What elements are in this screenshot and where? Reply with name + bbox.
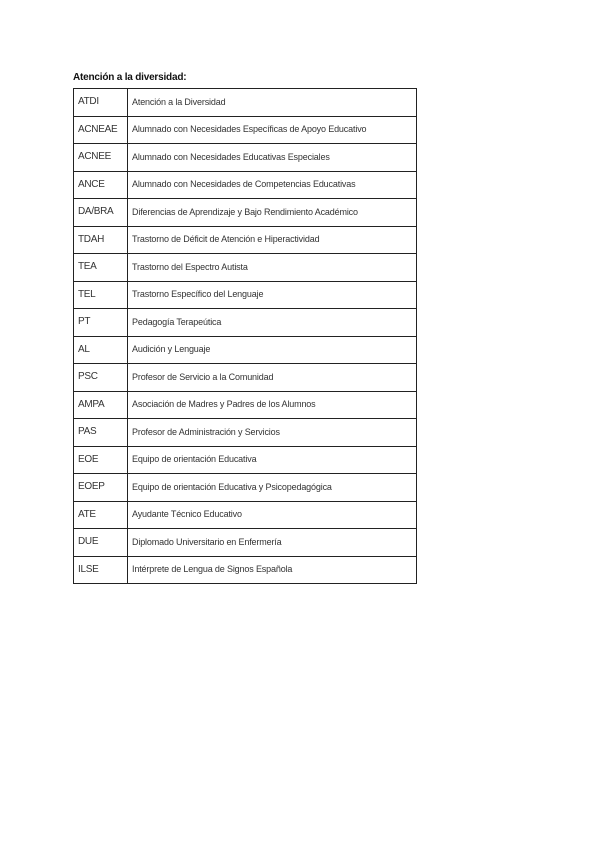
meaning-cell: Atención a la Diversidad [128,89,417,117]
meaning-cell: Audición y Lenguaje [128,336,417,364]
table-row [74,226,417,254]
meaning-cell: Equipo de orientación Educativa y Psicopedagógica [128,474,417,502]
page-title: Atención a la diversidad: [73,72,187,83]
meaning-cell: Diferencias de Aprendizaje y Bajo Rendimiento Académico [128,199,417,227]
abbreviation-cell: PSC [74,364,128,392]
table-row [74,529,417,557]
table-row [74,309,417,337]
table-row [74,144,417,172]
table-row [74,336,417,364]
abbreviations-table [73,88,417,584]
abbreviation-cell: ACNEAE [74,116,128,144]
abbreviation-cell: PT [74,309,128,337]
abbreviation-cell: ILSE [74,556,128,584]
meaning-cell: Equipo de orientación Educativa [128,446,417,474]
meaning-cell: Alumnado con Necesidades de Competencias Educativas [128,171,417,199]
table-row [74,391,417,419]
table-row [74,501,417,529]
table-row [74,171,417,199]
table-row [74,199,417,227]
meaning-cell: Diplomado Universitario en Enfermería [128,529,417,557]
meaning-cell: Trastorno de Déficit de Atención e Hiperactividad [128,226,417,254]
table-row [74,474,417,502]
meaning-cell: Intérprete de Lengua de Signos Española [128,556,417,584]
abbreviation-cell: DA/BRA [74,199,128,227]
meaning-cell: Trastorno del Espectro Autista [128,254,417,282]
abbreviation-cell: TEL [74,281,128,309]
table-row [74,116,417,144]
abbreviation-cell: ATDI [74,89,128,117]
abbreviation-cell: TDAH [74,226,128,254]
table-row [74,281,417,309]
table-row [74,254,417,282]
abbreviation-cell: ATE [74,501,128,529]
table-row [74,419,417,447]
meaning-cell: Alumnado con Necesidades Específicas de Apoyo Educativo [128,116,417,144]
meaning-cell: Alumnado con Necesidades Educativas Especiales [128,144,417,172]
table-row [74,556,417,584]
abbreviation-cell: EOE [74,446,128,474]
abbreviation-cell: PAS [74,419,128,447]
meaning-cell: Trastorno Específico del Lenguaje [128,281,417,309]
table-row [74,446,417,474]
abbreviation-cell: EOEP [74,474,128,502]
abbreviation-cell: AMPA [74,391,128,419]
abbreviation-cell: ACNEE [74,144,128,172]
meaning-cell: Profesor de Servicio a la Comunidad [128,364,417,392]
meaning-cell: Pedagogía Terapeútica [128,309,417,337]
abbreviation-cell: TEA [74,254,128,282]
table-row [74,89,417,117]
meaning-cell: Asociación de Madres y Padres de los Alumnos [128,391,417,419]
table-row [74,364,417,392]
meaning-cell: Profesor de Administración y Servicios [128,419,417,447]
meaning-cell: Ayudante Técnico Educativo [128,501,417,529]
abbreviation-cell: DUE [74,529,128,557]
abbreviation-cell: ANCE [74,171,128,199]
abbreviation-cell: AL [74,336,128,364]
